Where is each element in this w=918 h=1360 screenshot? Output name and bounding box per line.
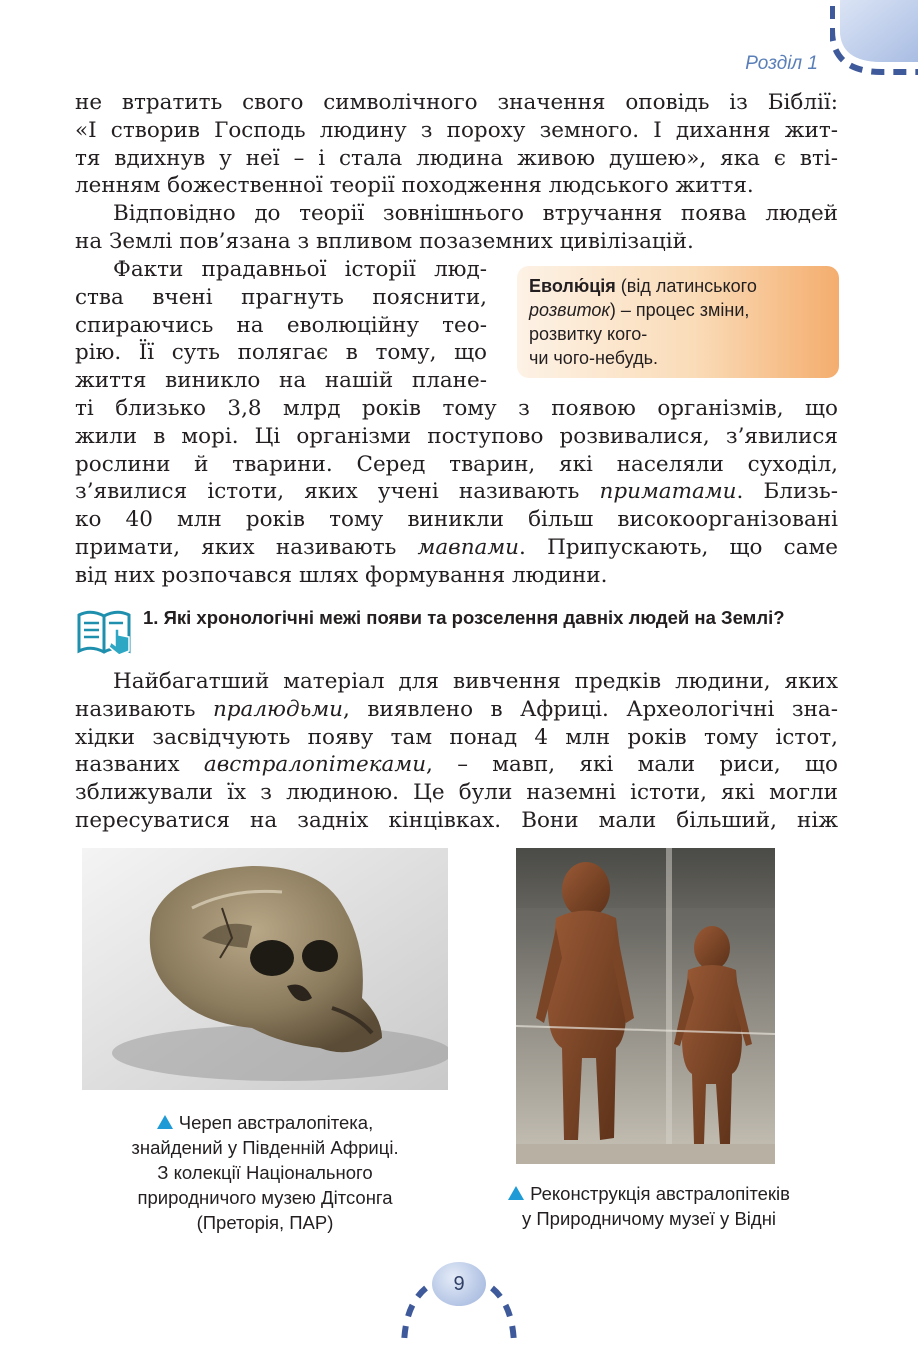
paragraph-evolution-full [75, 395, 838, 590]
text-line: пересуватися на задніх кінцівках. Вони мали більший, ніж [75, 807, 838, 833]
text-line: рослини й тварини. Серед тварин, які населяли суходіл, [75, 451, 838, 477]
text-line: жили в морі. Ці організми поступово розвивалися, з’явилися [75, 423, 838, 449]
section-label: Розділ 1 [745, 53, 818, 74]
text-line: рію. Її суть полягає в тому, що [75, 340, 487, 366]
definition-text: розвитку кого- [529, 324, 648, 344]
paragraph-evolution-narrow [75, 256, 487, 395]
text-line: Факти прадавньої історії люд- [113, 257, 487, 282]
text-line: ства вчені прагнуть пояснити, [75, 284, 487, 310]
text-line: Найбагатший матеріал для вивчення предків людини, яких [113, 669, 838, 694]
definition-latin: розвиток [529, 300, 610, 320]
text-line: не втратить свого символічного значення оповідь із Біблії: [75, 90, 838, 115]
triangle-marker-icon [508, 1186, 524, 1200]
paragraph-intervention [75, 200, 838, 256]
skull-caption: Череп австралопітека, знайдений у Південній Африці. З колекції Національного природничого музею Дітсонга (Преторія, ПАР) [131, 1112, 399, 1233]
text-line: Відповідно до теорії зовнішнього втручання поява людей [113, 201, 838, 226]
text-line: з’явилися істоти, яких учені називають приматами. Близь- [75, 479, 838, 505]
term-australopithecines: австралопітеками [203, 752, 427, 778]
text-line: тя вдихнув у неї – і стала людина живою душею», яка є вті- [75, 145, 838, 171]
text-line: названих австралопітеками, – мавп, які мали риси, що [75, 752, 838, 778]
definition-text: чи чого-небудь. [529, 348, 658, 368]
text-line: ленням божественної теорії походження людського життя. [75, 173, 754, 199]
text-line: від них розпочався шлях формування людини. [75, 562, 608, 588]
page-number: 9 [432, 1262, 486, 1306]
term-primates: приматами [599, 479, 737, 505]
text-line: на Землі пов’язана з впливом позаземних цивілізацій. [75, 228, 694, 254]
text-line: зближували їх з людиною. Це були наземні істоти, які могли [75, 780, 838, 806]
reconstruction-caption: Реконструкція австралопітеків у Природничому музеї у Відні [466, 1181, 832, 1231]
text-line: «І створив Господь людину з пороху земного. І дихання жит- [75, 117, 838, 143]
reconstruction-photo [516, 848, 775, 1164]
question-title: 1. Які хронологічні межі появи та розселення давніх людей на Землі? [143, 607, 785, 628]
open-book-pointer-icon [75, 607, 133, 657]
text-line: ко 40 млн років тому виникли більш високоорганізовані [75, 507, 838, 533]
paragraph-bible [75, 89, 838, 200]
term-apes: мавпами [417, 534, 520, 560]
text-line: називають пралюдьми, виявлено в Африці. Археологічні зна- [75, 696, 839, 722]
text-line: хідки засвідчують появу там понад 4 млн років тому істот, [75, 724, 838, 750]
definition-text: (від латинського [615, 276, 757, 296]
skull-photo [82, 848, 448, 1090]
text-line: ті близько 3,8 млрд років тому з появою організмів, що [75, 396, 838, 421]
text-line: життя виникло на нашій плане- [75, 368, 487, 394]
corner-tab-decoration [830, 0, 918, 78]
term-prehumans: пралюдьми [212, 696, 343, 722]
paragraph-africa [75, 668, 838, 835]
definition-text: ) – процес зміни, [609, 300, 750, 320]
triangle-marker-icon [157, 1115, 173, 1129]
text-line: примати, яких називають мавпами. Припускають, що саме [75, 534, 838, 560]
definition-term: Еволю́ція [529, 276, 616, 296]
text-line: спираючись на еволюційну тео- [75, 312, 487, 338]
definition-box [517, 266, 839, 378]
